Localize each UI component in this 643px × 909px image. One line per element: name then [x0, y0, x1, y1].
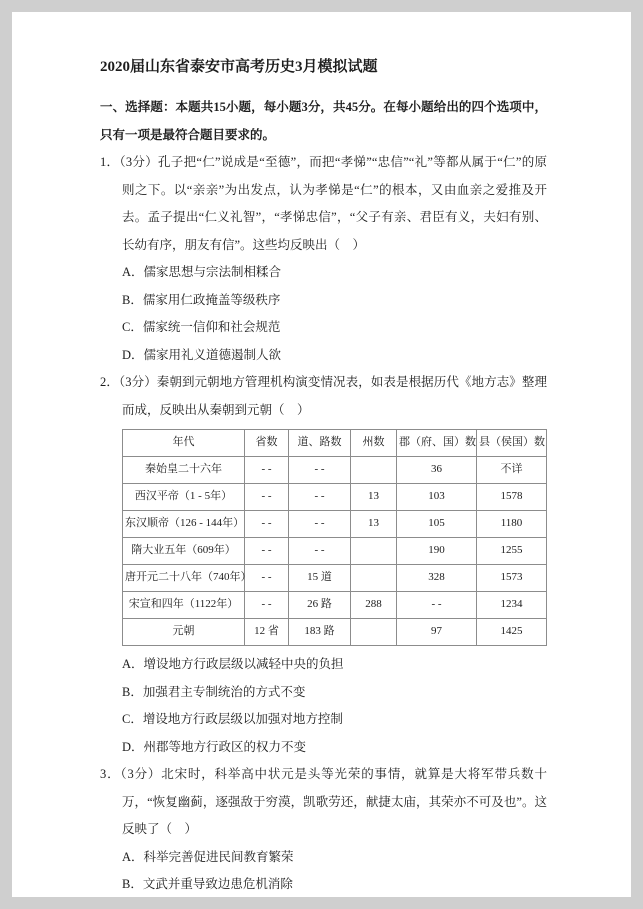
- question-2-option-d: D．州郡等地方行政区的权力不变: [122, 739, 307, 754]
- table-cell: 东汉顺帝（126 - 144年）: [123, 511, 245, 538]
- question-3-stem: 3．（3分）北宋时，科举高中状元是头等光荣的事情，就算是大将军带兵数十万，“恢复幽蓟，逐强敌于穷漠，凯歌劳还，献捷太庙，其荣亦不可及也”。这反映了（ ）: [100, 767, 547, 836]
- document-page: [12, 12, 631, 897]
- table-cell: 1425: [477, 619, 547, 646]
- table-cell: 元朝: [123, 619, 245, 646]
- table-cell: 唐开元二十八年（740年）: [123, 565, 245, 592]
- table-cell: [351, 457, 397, 484]
- table-row: [123, 511, 547, 538]
- table-cell: [351, 538, 397, 565]
- table-cell: - -: [289, 457, 351, 484]
- table-row: [123, 457, 547, 484]
- question-2-table: [122, 429, 547, 646]
- table-cell: - -: [245, 592, 289, 619]
- table-cell: - -: [289, 538, 351, 565]
- table-cell: - -: [245, 457, 289, 484]
- question-2-option-b: B．加强君主专制统治的方式不变: [122, 684, 306, 699]
- table-cell: - -: [289, 484, 351, 511]
- table-cell: 1180: [477, 511, 547, 538]
- question-3-options: [100, 844, 547, 899]
- table-cell: 1234: [477, 592, 547, 619]
- table-row: [123, 565, 547, 592]
- question-1-option-c: C．儒家统一信仰和社会规范: [122, 320, 281, 334]
- question-2-option-a: A．增设地方行政层级以减轻中央的负担: [122, 657, 344, 671]
- table-cell: 190: [397, 538, 477, 565]
- table-cell: 1255: [477, 538, 547, 565]
- table-cell: 15 道: [289, 565, 351, 592]
- document-content: [100, 56, 547, 899]
- table-cell: 183 路: [289, 619, 351, 646]
- table-cell: 1578: [477, 484, 547, 511]
- question-1-stem: 1．（3分）孔子把“仁”说成是“至德”，而把“孝悌”“忠信”“礼”等都从属于“仁”的原则之下。以“亲亲”为出发点，认为孝悌是“仁”的根本，又由血亲之爱推及开去。孟子提出“仁义礼智”，“孝悌忠信”，“父子有亲、君臣有义，夫妇有别、长幼有序，朋友有信”。这些均反映出（ ）: [100, 155, 547, 252]
- table-cell: [351, 565, 397, 592]
- table-cell: 13: [351, 484, 397, 511]
- table-cell: 宋宣和四年（1122年）: [123, 592, 245, 619]
- table-cell: 不详: [477, 457, 547, 484]
- question-1-options: [100, 259, 547, 369]
- question-1-option-a: A．儒家思想与宗法制相糅合: [122, 265, 282, 279]
- table-cell: 西汉平帝（1 - 5年）: [123, 484, 245, 511]
- table-cell: 328: [397, 565, 477, 592]
- table-cell: 105: [397, 511, 477, 538]
- question-2-option-c: C．增设地方行政层级以加强对地方控制: [122, 712, 343, 726]
- table-row: [123, 592, 547, 619]
- table-row: [123, 619, 547, 646]
- table-header-cell: 州数: [351, 430, 397, 457]
- table-cell: - -: [245, 538, 289, 565]
- question-3-option-a: A．科举完善促进民间教育繁荣: [122, 849, 294, 864]
- table-cell: 秦始皇二十六年: [123, 457, 245, 484]
- table-cell: - -: [245, 511, 289, 538]
- table-row: [123, 484, 547, 511]
- table-cell: 36: [397, 457, 477, 484]
- table-cell: 103: [397, 484, 477, 511]
- table-header-cell: 道、路数: [289, 430, 351, 457]
- table-header-cell: 县（侯国）数: [477, 430, 547, 457]
- table-header-cell: 年代: [123, 430, 245, 457]
- question-2-options: [100, 651, 547, 761]
- table-cell: - -: [245, 484, 289, 511]
- table-cell: 97: [397, 619, 477, 646]
- table-header-cell: 郡（府、国）数: [397, 430, 477, 457]
- table-cell: 12 省: [245, 619, 289, 646]
- table-row: [123, 538, 547, 565]
- document-title: 2020届山东省泰安市高考历史3月模拟试题: [100, 59, 378, 75]
- table-cell: - -: [397, 592, 477, 619]
- table-cell: [351, 619, 397, 646]
- question-1-option-d: D．儒家用礼义道德遏制人欲: [122, 347, 282, 362]
- question-2-stem: 2．（3分）秦朝到元朝地方管理机构演变情况表，如表是根据历代《地方志》整理而成，反映出从秦朝到元朝（ ）: [100, 375, 547, 417]
- table-header-row: [123, 430, 547, 457]
- table-cell: 288: [351, 592, 397, 619]
- table-cell: - -: [245, 565, 289, 592]
- table-cell: 1573: [477, 565, 547, 592]
- table-cell: 13: [351, 511, 397, 538]
- question-3-option-b: B．文武并重导致边患危机消除: [122, 877, 293, 891]
- table-header-cell: 省数: [245, 430, 289, 457]
- table-cell: 隋大业五年（609年）: [123, 538, 245, 565]
- question-1-option-b: B．儒家用仁政掩盖等级秩序: [122, 292, 281, 307]
- section-instructions: 一、选择题：本题共15小题，每小题3分，共45分。在每小题给出的四个选项中，只有一项是最符合题目要求的。: [100, 100, 547, 142]
- table-cell: 26 路: [289, 592, 351, 619]
- table-cell: - -: [289, 511, 351, 538]
